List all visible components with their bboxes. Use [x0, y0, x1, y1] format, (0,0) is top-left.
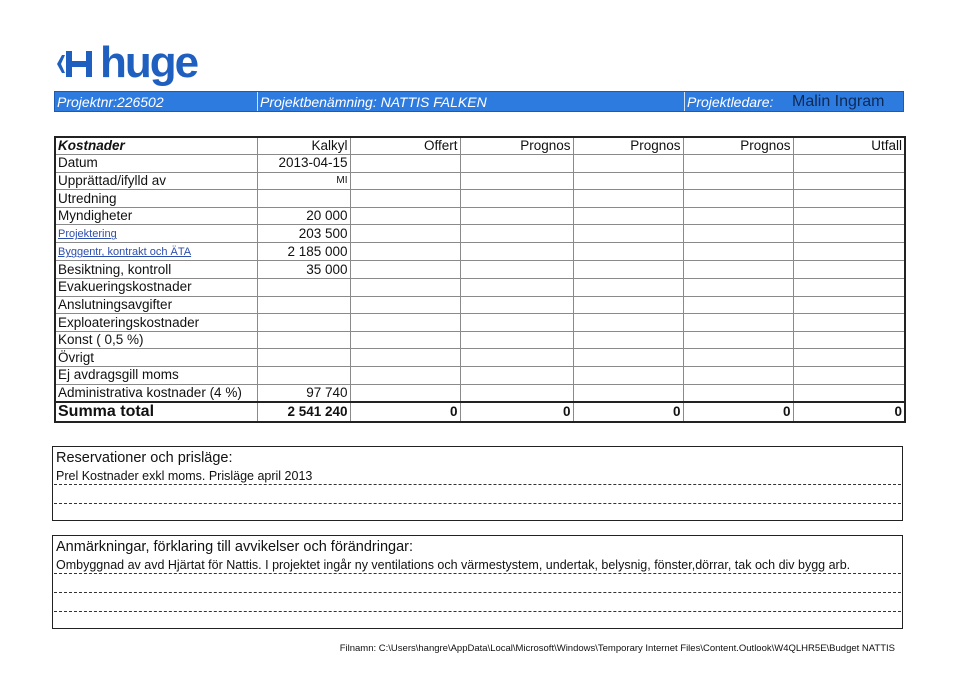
table-cell — [573, 243, 683, 261]
project-leader-label: Projektledare: — [684, 92, 792, 111]
table-cell — [793, 155, 905, 173]
table-cell — [793, 296, 905, 314]
table-cell: 2 185 000 — [257, 243, 350, 261]
column-header: Prognos — [460, 137, 573, 155]
table-cell — [573, 296, 683, 314]
table-cell — [683, 172, 793, 190]
table-cell — [350, 207, 460, 225]
table-cell — [793, 367, 905, 385]
table-cell — [460, 331, 573, 349]
table-cell — [683, 296, 793, 314]
table-cell — [793, 314, 905, 332]
table-cell — [460, 261, 573, 279]
table-row — [55, 190, 905, 208]
table-cell — [460, 314, 573, 332]
remarks-line[interactable] — [54, 593, 901, 612]
table-cell: MI — [257, 172, 350, 190]
table-cell — [350, 172, 460, 190]
table-row — [55, 349, 905, 367]
reservations-line[interactable] — [54, 485, 901, 504]
table-cell — [573, 279, 683, 297]
table-cell — [257, 190, 350, 208]
project-header-bar — [54, 91, 904, 112]
table-cell — [257, 367, 350, 385]
company-logo — [56, 40, 197, 86]
table-cell — [793, 243, 905, 261]
table-row — [55, 384, 905, 402]
row-label: Anslutningsavgifter — [55, 296, 257, 314]
table-cell — [793, 384, 905, 402]
table-cell — [793, 349, 905, 367]
table-row — [55, 207, 905, 225]
table-cell — [460, 296, 573, 314]
table-cell — [573, 314, 683, 332]
table-cell — [793, 261, 905, 279]
table-cell — [573, 172, 683, 190]
table-cell — [460, 172, 573, 190]
table-cell — [573, 349, 683, 367]
table-cell — [683, 279, 793, 297]
row-label: Evakueringskostnader — [55, 279, 257, 297]
table-cell — [460, 190, 573, 208]
table-cell — [793, 279, 905, 297]
remarks-title: Anmärkningar, förklaring till avvikelser och förändringar: — [56, 539, 414, 555]
table-cell: 2013-04-15 — [257, 155, 350, 173]
project-number: Projektnr:226502 — [57, 93, 164, 110]
table-cell — [460, 225, 573, 243]
column-header: Prognos — [573, 137, 683, 155]
table-cell — [793, 225, 905, 243]
table-cell — [793, 172, 905, 190]
table-cell — [683, 261, 793, 279]
table-cell — [793, 331, 905, 349]
table-cell — [683, 155, 793, 173]
total-cell: 0 — [793, 402, 905, 422]
column-header: Kostnader — [55, 137, 257, 155]
table-row — [55, 155, 905, 173]
table-cell — [257, 331, 350, 349]
table-cell — [350, 331, 460, 349]
table-row — [55, 296, 905, 314]
table-cell — [257, 296, 350, 314]
total-row — [55, 402, 905, 422]
table-cell — [683, 225, 793, 243]
table-cell: 97 740 — [257, 384, 350, 402]
row-label: Datum — [55, 155, 257, 173]
column-header: Offert — [350, 137, 460, 155]
remarks-line[interactable] — [54, 574, 901, 593]
table-cell — [573, 225, 683, 243]
table-row — [55, 279, 905, 297]
table-cell — [460, 384, 573, 402]
table-cell — [460, 207, 573, 225]
total-cell: 0 — [683, 402, 793, 422]
reservations-line[interactable]: Prel Kostnader exkl moms. Prisläge april 2013 — [54, 466, 901, 485]
row-label-link[interactable]: Projektering — [55, 225, 257, 243]
total-label: Summa total — [55, 402, 257, 422]
table-cell — [683, 331, 793, 349]
column-header: Prognos — [683, 137, 793, 155]
project-name: Projektbenämning: NATTIS FALKEN — [257, 92, 684, 111]
table-cell — [683, 314, 793, 332]
table-cell: 20 000 — [257, 207, 350, 225]
table-cell — [683, 243, 793, 261]
total-cell: 2 541 240 — [257, 402, 350, 422]
total-cell: 0 — [460, 402, 573, 422]
row-label-link[interactable]: Byggentr, kontrakt och ÄTA — [55, 243, 257, 261]
table-cell — [573, 155, 683, 173]
row-label: Myndigheter — [55, 207, 257, 225]
file-path: Filnamn: C:\Users\hangre\AppData\Local\Microsoft\Windows\Temporary Internet Files\Content.Outlook\W4QLHR5E\Budget NATTIS — [339, 643, 895, 654]
table-cell — [350, 261, 460, 279]
table-row — [55, 243, 905, 261]
table-cell — [350, 349, 460, 367]
table-cell — [573, 331, 683, 349]
reservations-title: Reservationer och prisläge: — [56, 450, 233, 466]
table-row — [55, 314, 905, 332]
row-label: Ej avdragsgill moms — [55, 367, 257, 385]
table-cell — [460, 367, 573, 385]
row-label: Konst ( 0,5 %) — [55, 331, 257, 349]
table-cell — [683, 190, 793, 208]
table-cell — [573, 207, 683, 225]
table-cell — [257, 349, 350, 367]
row-label: Övrigt — [55, 349, 257, 367]
table-cell — [793, 207, 905, 225]
row-label: Exploateringskostnader — [55, 314, 257, 332]
column-header: Kalkyl — [257, 137, 350, 155]
column-header: Utfall — [793, 137, 905, 155]
table-cell — [350, 155, 460, 173]
project-leader: Malin Ingram — [792, 92, 885, 110]
table-row — [55, 261, 905, 279]
table-cell — [350, 279, 460, 297]
table-cell: 203 500 — [257, 225, 350, 243]
table-row — [55, 367, 905, 385]
total-cell: 0 — [573, 402, 683, 422]
table-row — [55, 225, 905, 243]
row-label: Administrativa kostnader (4 %) — [55, 384, 257, 402]
cost-table — [54, 136, 906, 423]
table-cell — [460, 349, 573, 367]
table-cell — [573, 190, 683, 208]
table-cell — [460, 155, 573, 173]
remarks-box — [52, 535, 903, 629]
table-header-row — [55, 137, 905, 155]
table-cell — [350, 296, 460, 314]
row-label: Utredning — [55, 190, 257, 208]
huge-logo-icon — [56, 43, 98, 83]
table-cell — [683, 349, 793, 367]
table-cell — [573, 261, 683, 279]
table-cell: 35 000 — [257, 261, 350, 279]
table-cell — [350, 314, 460, 332]
table-cell — [573, 367, 683, 385]
total-cell: 0 — [350, 402, 460, 422]
remarks-line[interactable]: Ombyggnad av avd Hjärtat för Nattis. I projektet ingår ny ventilations och värmestystem, undertak, belysnig, fönster,dörrar, tak och div bygg arb. — [54, 555, 901, 574]
table-cell — [350, 367, 460, 385]
table-cell — [257, 314, 350, 332]
table-cell — [460, 279, 573, 297]
reservations-box — [52, 446, 903, 521]
table-cell — [257, 279, 350, 297]
table-cell — [350, 190, 460, 208]
row-label: Upprättad/ifylld av — [55, 172, 257, 190]
table-row — [55, 172, 905, 190]
table-cell — [683, 367, 793, 385]
table-cell — [350, 243, 460, 261]
table-cell — [460, 243, 573, 261]
table-cell — [350, 225, 460, 243]
table-cell — [683, 207, 793, 225]
table-cell — [350, 384, 460, 402]
table-row — [55, 331, 905, 349]
table-cell — [683, 384, 793, 402]
logo-text: huge — [100, 38, 198, 87]
table-cell — [793, 190, 905, 208]
row-label: Besiktning, kontroll — [55, 261, 257, 279]
table-cell — [573, 384, 683, 402]
